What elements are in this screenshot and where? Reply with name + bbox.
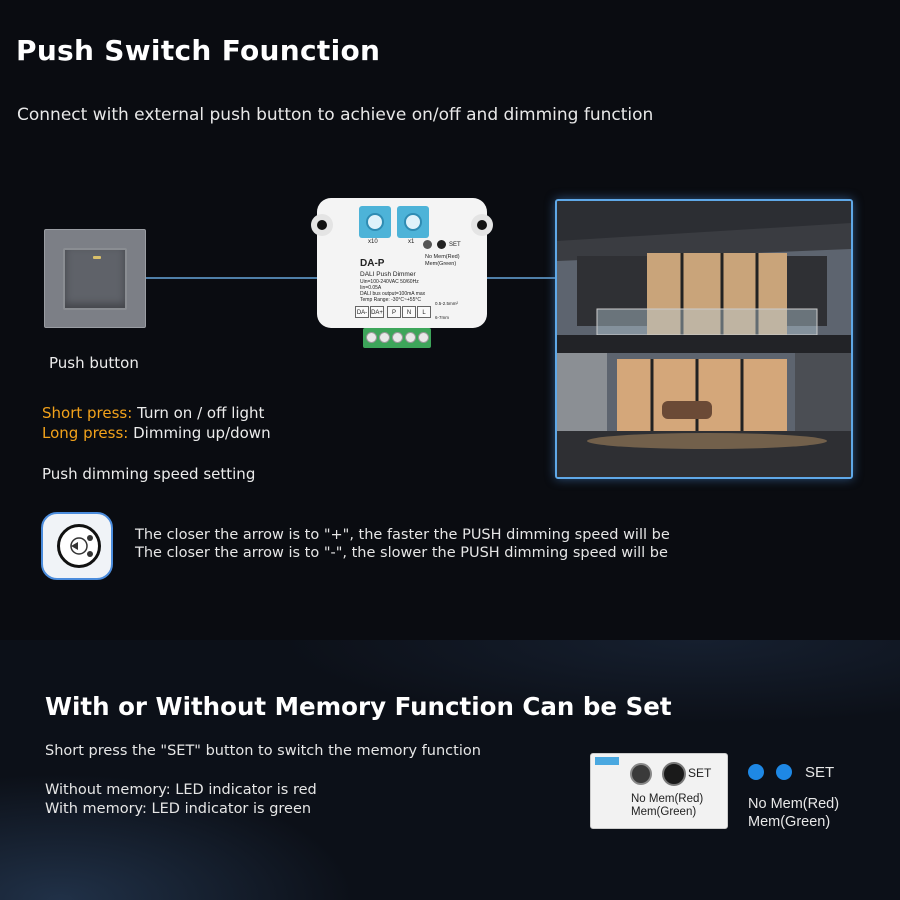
strip-spec: 6-7mm [435, 315, 450, 320]
speed-info-line1: The closer the arrow is to "+", the faster the PUSH dimming speed will be [135, 527, 670, 543]
terminal-label: P [387, 306, 401, 318]
section-subtitle: Connect with external push button to achieve on/off and dimming function [17, 105, 654, 125]
legend-set-label: SET [805, 764, 835, 781]
memory-instruction: Short press the "SET" button to switch the memory function [45, 743, 481, 759]
card-set-label: SET [688, 766, 712, 780]
mount-ear [311, 214, 333, 236]
set-label: SET [449, 242, 461, 248]
memory-title: With or Without Memory Function Can be Set [45, 692, 672, 721]
mem-label: No Mem(Red) [425, 254, 460, 260]
spec-1: Uin=100-240VAC 50/60Hz [360, 279, 419, 285]
dial-x10-label: x10 [368, 239, 378, 245]
terminal-block [363, 328, 431, 348]
memory-on-desc: With memory: LED indicator is green [45, 801, 312, 817]
switch-indicator [93, 256, 101, 259]
short-press-key: Short press: [42, 404, 133, 422]
device-body [317, 198, 487, 328]
short-press-line [42, 404, 264, 422]
switch-rocker [63, 248, 127, 310]
spec-3: DALI bus output=100mA max [360, 291, 426, 297]
wire-right [487, 277, 555, 279]
terminal-label: L [417, 306, 431, 318]
dial-x1 [397, 206, 429, 238]
legend-mem2: Mem(Green) [748, 814, 831, 830]
set-button-icon [437, 240, 446, 249]
speed-info-line2: The closer the arrow is to "-", the slower the PUSH dimming speed will be [135, 545, 668, 561]
section-title: Push Switch Founction [16, 34, 381, 67]
push-button-label: Push button [49, 354, 139, 372]
wire-left [146, 277, 318, 279]
led-icon [423, 240, 432, 249]
speed-heading: Push dimming speed setting [42, 465, 256, 483]
set-button-icon [662, 762, 686, 786]
short-press-value: Turn on / off light [132, 404, 265, 422]
terminal-label: DA- [355, 306, 369, 318]
terminal-label: DA+ [370, 306, 384, 318]
long-press-value: Dimming up/down [128, 424, 271, 442]
push-switch-image [44, 229, 146, 328]
led-icon [630, 763, 652, 785]
speed-knob-image [41, 512, 113, 580]
house-photo [555, 199, 853, 479]
memory-section [0, 640, 900, 900]
house-illustration [557, 201, 851, 477]
card-mem1: No Mem(Red) [631, 793, 704, 805]
long-press-line [42, 424, 271, 442]
card-tab [595, 757, 619, 765]
wire-spec: 0.5-2.5mm² [435, 301, 459, 306]
mount-ear [471, 214, 493, 236]
dial-x1-label: x1 [408, 239, 415, 245]
set-button-closeup [590, 753, 728, 829]
speed-knob-icon [57, 524, 101, 568]
dial-x10 [359, 206, 391, 238]
terminal-label: N [402, 306, 416, 318]
led-dot-icon [776, 764, 792, 780]
memory-off-desc: Without memory: LED indicator is red [45, 782, 317, 798]
long-press-key: Long press: [42, 424, 129, 442]
device-name: DALI Push Dimmer [360, 271, 416, 278]
spec-4: Temp Range: -30°C~+55°C [360, 297, 421, 303]
card-mem2: Mem(Green) [631, 806, 697, 818]
spec-2: Iin=0.05A [360, 285, 382, 291]
model-label: DA-P [360, 258, 385, 269]
legend-mem1: No Mem(Red) [748, 796, 840, 812]
dali-push-dimmer-image [317, 198, 487, 348]
led-dot-icon [748, 764, 764, 780]
mem2-label: Mem(Green) [425, 261, 457, 267]
